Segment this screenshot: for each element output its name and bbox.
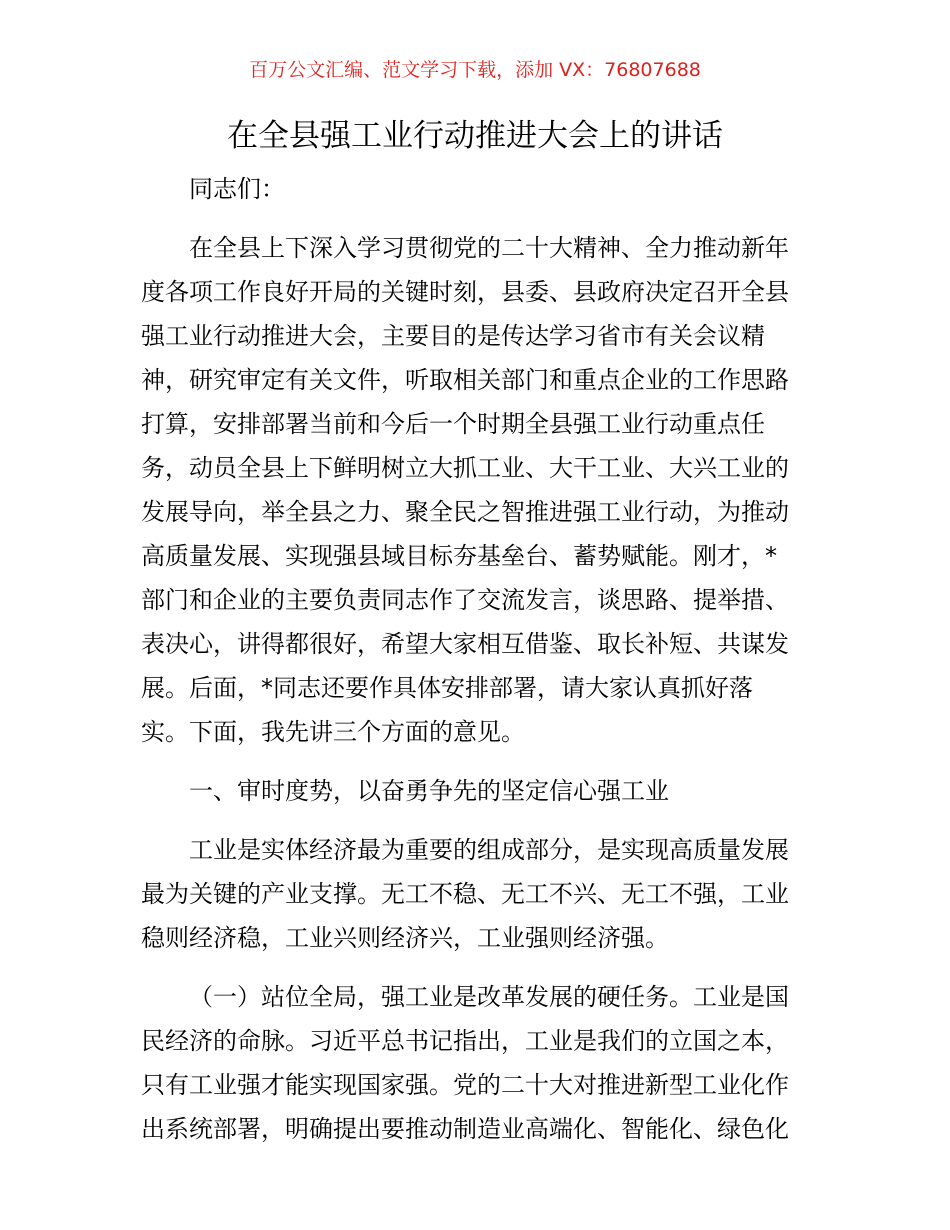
- paragraph: [141, 167, 813, 211]
- text-line: 强工业行动推进大会，主要目的是传达学习省市有关会议精: [141, 322, 765, 350]
- text-line: 一、审时度势，以奋勇争先的坚定信心强工业: [189, 777, 669, 805]
- text-line: 同志们：: [189, 175, 285, 203]
- text-line: 发展导向，举全县之力、聚全民之智推进强工业行动，为推动: [141, 498, 789, 526]
- text-line: 度各项工作良好开局的关键时刻，县委、县政府决定召开全县: [141, 278, 789, 306]
- text-line: 部门和企业的主要负责同志作了交流发言，谈思路、提举措、: [141, 586, 789, 614]
- text-line: 高质量发展、实现强县域目标夯基垒台、蓄势赋能。刚才，*: [141, 542, 777, 570]
- header-banner: 百万公文汇编、范文学习下载，添加 VX：76807688: [249, 59, 701, 81]
- text-line: 神，研究审定有关文件，听取相关部门和重点企业的工作思路: [141, 366, 789, 394]
- text-line: 展。后面，*同志还要作具体安排部署，请大家认真抓好落: [141, 674, 753, 702]
- paragraph: [141, 226, 813, 754]
- text-line: 在全县上下深入学习贯彻党的二十大精神、全力推动新年: [189, 234, 789, 262]
- text-line: 最为关键的产业支撑。无工不稳、无工不兴、无工不强，工业: [141, 880, 789, 908]
- text-line: （一）站位全局，强工业是改革发展的硬任务。工业是国: [189, 983, 789, 1011]
- paragraph: [141, 769, 813, 813]
- document-body: [141, 167, 813, 1166]
- text-line: 只有工业强才能实现国家强。党的二十大对推进新型工业化作: [141, 1071, 789, 1099]
- text-line: 表决心，讲得都很好，希望大家相互借鉴、取长补短、共谋发: [141, 630, 789, 658]
- document-title: 在全县强工业行动推进大会上的讲话: [227, 118, 723, 154]
- text-line: 打算，安排部署当前和今后一个时期全县强工业行动重点任: [141, 410, 765, 438]
- text-line: 民经济的命脉。习近平总书记指出，工业是我们的立国之本，: [141, 1027, 789, 1055]
- text-line: 工业是实体经济最为重要的组成部分，是实现高质量发展: [189, 836, 789, 864]
- text-line: 出系统部署，明确提出要推动制造业高端化、智能化、绿色化: [141, 1115, 789, 1143]
- text-line: 实。下面，我先讲三个方面的意见。: [141, 718, 525, 746]
- text-line: 务，动员全县上下鲜明树立大抓工业、大干工业、大兴工业的: [141, 454, 789, 482]
- text-line: 稳则经济稳，工业兴则经济兴，工业强则经济强。: [141, 924, 669, 952]
- paragraph: [141, 828, 813, 960]
- paragraph: [141, 975, 813, 1151]
